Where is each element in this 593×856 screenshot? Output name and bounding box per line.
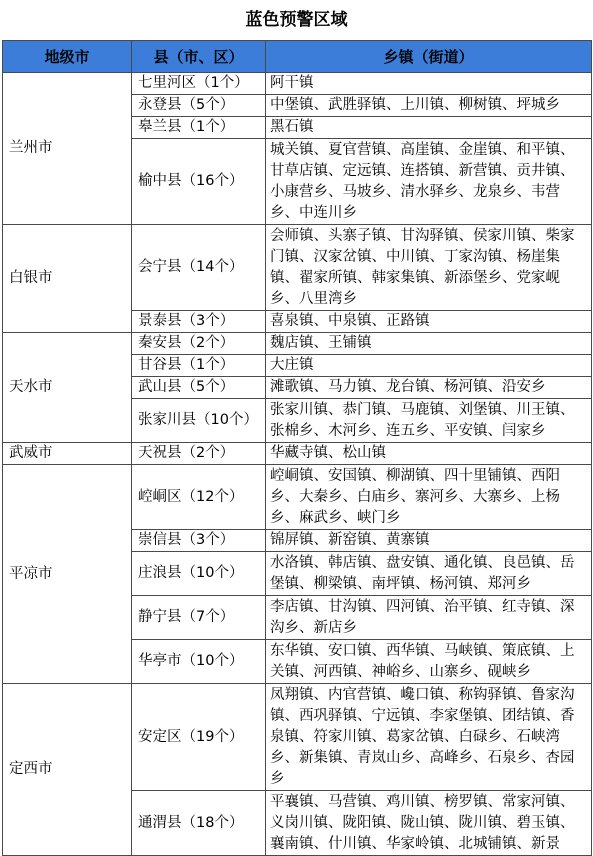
county-cell: 皋兰县（1个）: [132, 117, 266, 139]
towns-cell: 张家川镇、恭门镇、马鹿镇、刘堡镇、川王镇、张棉乡、木河乡、连五乡、平安镇、闫家乡: [266, 399, 592, 443]
table-row: [3, 73, 592, 95]
city-cell: 天水市: [3, 333, 132, 443]
towns-cell: 喜泉镇、中泉镇、正路镇: [266, 311, 592, 333]
towns-cell: 黑石镇: [266, 117, 592, 139]
header-city: 地级市: [3, 41, 132, 73]
header-county: 县（市、区）: [132, 41, 266, 73]
towns-cell: 华藏寺镇、松山镇: [266, 443, 592, 465]
county-cell: 通渭县（18个）: [132, 791, 266, 856]
county-cell: 七里河区（1个）: [132, 73, 266, 95]
table-row: [3, 443, 592, 465]
towns-cell: 大庄镇: [266, 355, 592, 377]
county-cell: 景泰县（3个）: [132, 311, 266, 333]
towns-cell: 阿干镇: [266, 73, 592, 95]
city-cell: 白银市: [3, 225, 132, 333]
towns-cell: 水洛镇、韩店镇、盘安镇、通化镇、良邑镇、岳堡镇、柳梁镇、南坪镇、杨河镇、郑河乡: [266, 552, 592, 596]
header-row: [3, 41, 592, 73]
city-cell: 定西市: [3, 684, 132, 856]
table-row: [3, 684, 592, 791]
table-row: [3, 465, 592, 530]
table-row: [3, 333, 592, 355]
warning-table: [2, 40, 592, 856]
towns-cell: 会师镇、头寨子镇、甘沟驿镇、侯家川镇、柴家门镇、汉家岔镇、中川镇、丁家沟镇、杨崖集镇、翟家所镇、韩家集镇、新添堡乡、党家岘乡、八里湾乡: [266, 225, 592, 311]
county-cell: 崇信县（3个）: [132, 530, 266, 552]
towns-cell: 平襄镇、马营镇、鸡川镇、榜罗镇、常家河镇、义岗川镇、陇阳镇、陇山镇、陇川镇、碧玉镇、襄南镇、什川镇、华家岭镇、北城铺镇、新景: [266, 791, 592, 856]
towns-cell: 城关镇、夏官营镇、高崖镇、金崖镇、和平镇、甘草店镇、定远镇、连搭镇、新营镇、贡井镇、小康营乡、马坡乡、清水驿乡、龙泉乡、韦营乡、中连川乡: [266, 139, 592, 225]
table-row: [3, 225, 592, 311]
city-cell: 平凉市: [3, 465, 132, 684]
towns-cell: 凤翔镇、内官营镇、巉口镇、称钩驿镇、鲁家沟镇、西巩驿镇、宁远镇、李家堡镇、团结镇、香泉镇、符家川镇、葛家岔镇、白碌乡、石峡湾乡、新集镇、青岚山乡、高峰乡、石泉乡、杏园乡: [266, 684, 592, 791]
county-cell: 天祝县（2个）: [132, 443, 266, 465]
county-cell: 武山县（5个）: [132, 377, 266, 399]
county-cell: 秦安县（2个）: [132, 333, 266, 355]
towns-cell: 李店镇、甘沟镇、四河镇、治平镇、红寺镇、深沟乡、新店乡: [266, 596, 592, 640]
towns-cell: 锦屏镇、新窑镇、黄寨镇: [266, 530, 592, 552]
towns-cell: 魏店镇、王铺镇: [266, 333, 592, 355]
county-cell: 榆中县（16个）: [132, 139, 266, 225]
header-towns: 乡镇（街道）: [266, 41, 592, 73]
towns-cell: 崆峒镇、安国镇、柳湖镇、四十里铺镇、西阳乡、大秦乡、白庙乡、寨河乡、大寨乡、上杨乡、麻武乡、峡门乡: [266, 465, 592, 530]
county-cell: 庄浪县（10个）: [132, 552, 266, 596]
city-cell: 兰州市: [3, 73, 132, 225]
city-cell: 武威市: [3, 443, 132, 465]
county-cell: 崆峒区（12个）: [132, 465, 266, 530]
county-cell: 张家川县（10个）: [132, 399, 266, 443]
towns-cell: 东华镇、安口镇、西华镇、马峡镇、策底镇、上关镇、河西镇、神峪乡、山寨乡、砚峡乡: [266, 640, 592, 684]
county-cell: 静宁县（7个）: [132, 596, 266, 640]
county-cell: 会宁县（14个）: [132, 225, 266, 311]
county-cell: 永登县（5个）: [132, 95, 266, 117]
county-cell: 安定区（19个）: [132, 684, 266, 791]
towns-cell: 中堡镇、武胜驿镇、上川镇、柳树镇、坪城乡: [266, 95, 592, 117]
county-cell: 甘谷县（1个）: [132, 355, 266, 377]
towns-cell: 滩歌镇、马力镇、龙台镇、杨河镇、沿安乡: [266, 377, 592, 399]
county-cell: 华亭市（10个）: [132, 640, 266, 684]
page-title: 蓝色预警区域: [245, 10, 348, 30]
